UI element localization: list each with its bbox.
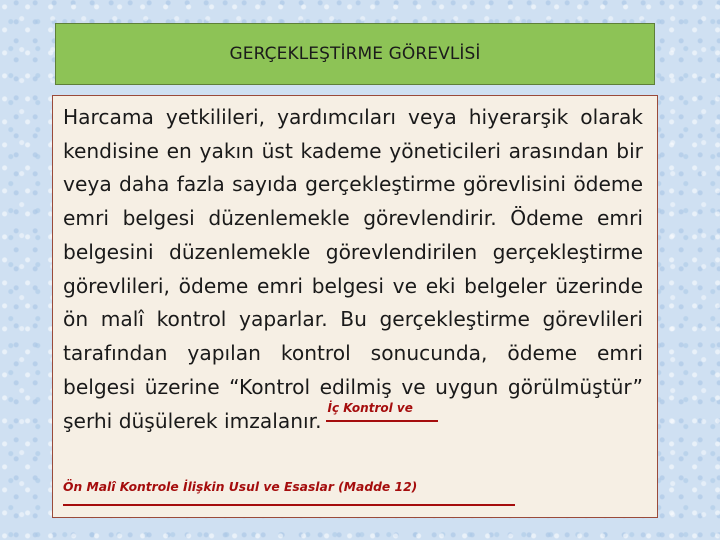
title-banner [55, 23, 655, 85]
source-underline-short [326, 420, 438, 422]
body-paragraph [63, 101, 643, 439]
source-underline [63, 504, 515, 506]
slide-title: GERÇEKLEŞTİRME GÖREVLİSİ [229, 44, 481, 64]
content-panel [52, 95, 658, 518]
source-reference-part2: Ön Malî Kontrole İlişkin Usul ve Esaslar (Madde 12) [63, 480, 418, 494]
source-reference-inline [326, 401, 438, 428]
body-text: Harcama yetkilileri, yardımcıları veya hiyerarşik olarak kendisine en yakın üst kademe yöneticileri arasından bir veya daha fazla sayıda gerçekleştirme görevlisini ödeme emri belgesi düzenlemekle görevlendirir. Ödeme emri belgesini düzenlemekle görevlendirilen gerçekleştirme görevlileri, ödeme emri belgesi ve eki belgeler üzerinde ön malî kontrol yaparlar. Bu gerçekleştirme görevlileri tarafından yapılan kontrol sonucunda, ödeme emri belgesi üzerine “Kontrol edilmiş ve uygun görülmüştür” şerhi düşülerek imzalanır. [63, 105, 643, 434]
source-reference-part1: İç Kontrol ve [327, 401, 413, 416]
